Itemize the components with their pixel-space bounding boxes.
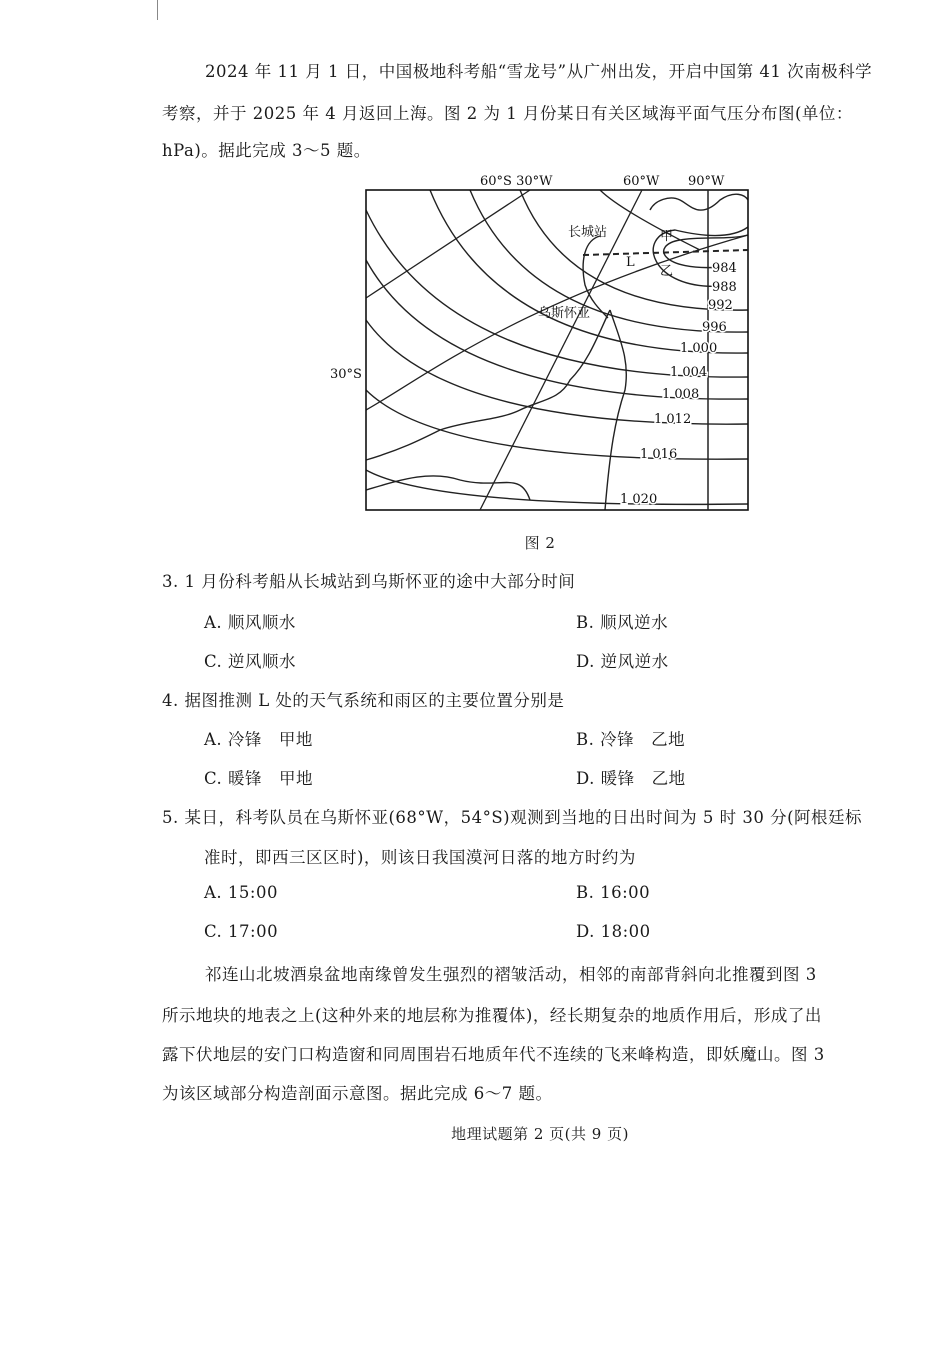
graticule-line: [366, 235, 748, 410]
passage2-line-3: 露下伏地层的安门口构造窗和同周围岩石地质年代不连续的飞来峰构造，即妖魔山。图 3: [162, 1045, 825, 1064]
place-L: L: [626, 255, 635, 270]
graticule-line: [366, 190, 530, 298]
isobar-label: 988: [712, 280, 737, 295]
route-line: [480, 190, 642, 510]
passage2-line-1: 祁连山北坡酒泉盆地南缘曾发生强烈的褶皱活动，相邻的南部背斜向北推覆到图 3: [205, 965, 817, 984]
q5-stem-1: 5. 某日，科考队员在乌斯怀亚(68°W，54°S)观测到当地的日出时间为 5 时 30 分(阿根廷标: [162, 808, 863, 827]
isobar-line: [366, 470, 748, 504]
q3-option-d: D. 逆风逆水: [576, 652, 669, 671]
isobar-label: 984: [712, 261, 737, 276]
label-30s: 30°S: [330, 367, 362, 382]
front-line: [583, 250, 748, 255]
label-90w: 90°W: [688, 174, 725, 189]
q4-option-d: D. 暖锋 乙地: [576, 769, 686, 788]
q3-option-c: C. 逆风顺水: [204, 652, 297, 671]
isobar-label: 992: [708, 298, 733, 313]
q5-option-c: C. 17:00: [204, 922, 279, 941]
isobar-label: 1 008: [662, 387, 700, 402]
q4-option-c: C. 暖锋 甲地: [204, 769, 314, 788]
intro-line-2: 考察，并于 2025 年 4 月返回上海。图 2 为 1 月份某日有关区域海平面气压分布图(单位：: [162, 104, 853, 123]
q4-option-a: A. 冷锋 甲地: [204, 730, 313, 749]
graticule-line: [600, 190, 700, 250]
q3-stem: 3. 1 月份科考船从长城站到乌斯怀亚的途中大部分时间: [162, 572, 576, 591]
q5-stem-2: 准时，即西三区区时)，则该日我国漠河日落的地方时约为: [204, 848, 636, 867]
q5-option-b: B. 16:00: [576, 883, 651, 902]
coastline-south-america: [366, 310, 610, 460]
coastline-antarctica: [650, 194, 748, 210]
q3-option-a: A. 顺风顺水: [204, 613, 296, 632]
intro-line-3: hPa)。据此完成 3～5 题。: [162, 141, 371, 160]
q5-option-d: D. 18:00: [576, 922, 651, 941]
page-footer: 地理试题第 2 页(共 9 页): [451, 1125, 629, 1143]
place-yi: 乙: [660, 264, 674, 279]
intro-line-1: 2024 年 11 月 1 日，中国极地科考船“雪龙号”从广州出发，开启中国第 41 次南极科学: [205, 62, 873, 81]
isobar-label: 1 016: [640, 447, 678, 462]
pressure-map-figure: [320, 168, 760, 518]
isobar-label: 1 020: [620, 492, 658, 507]
isobar-label: 996: [702, 320, 727, 335]
place-jia: 甲: [660, 229, 674, 244]
scan-mark: [157, 0, 158, 20]
q3-option-b: B. 顺风逆水: [576, 613, 669, 632]
isobar-label: 1 000: [680, 341, 718, 356]
figure-caption: 图 2: [524, 534, 556, 552]
passage2-line-2: 所示地块的地表之上(这种外来的地层称为推覆体)，经长期复杂的地质作用后，形成了出: [162, 1006, 822, 1025]
q4-option-b: B. 冷锋 乙地: [576, 730, 686, 749]
label-60s-30w: 60°S 30°W: [480, 174, 553, 189]
place-ushuaia: 乌斯怀亚: [538, 306, 591, 321]
isobar-line: [430, 190, 748, 353]
q5-option-a: A. 15:00: [204, 883, 278, 902]
isobar-label: 1 004: [670, 365, 708, 380]
label-60w: 60°W: [623, 174, 660, 189]
isobar-label: 1 012: [654, 412, 692, 427]
passage2-line-4: 为该区域部分构造剖面示意图。据此完成 6～7 题。: [162, 1084, 553, 1103]
q4-stem: 4. 据图推测 L 处的天气系统和雨区的主要位置分别是: [162, 691, 565, 710]
place-changcheng-station: 长城站: [568, 225, 608, 240]
